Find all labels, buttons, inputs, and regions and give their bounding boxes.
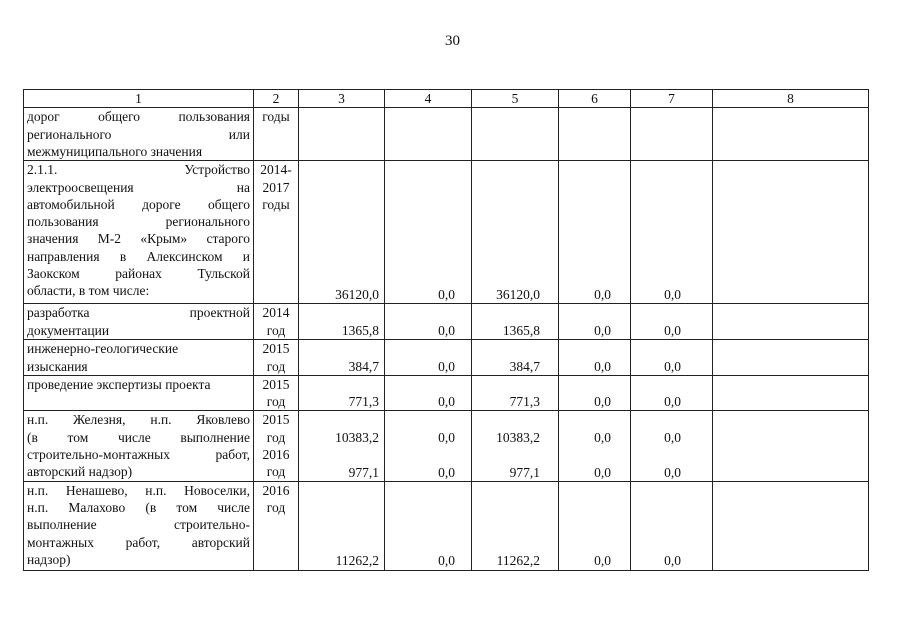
period-line: 2015	[262, 341, 290, 357]
description-line: авторский надзор)	[27, 464, 133, 480]
value-col-6	[559, 108, 631, 161]
value-col-7: 0,0	[631, 161, 713, 304]
value-col-3: 384,7	[299, 340, 385, 376]
description-line: проведение экспертизы проекта	[27, 376, 211, 392]
period-line: 2014-	[260, 162, 292, 178]
description-line: направления в Алексинском и	[27, 248, 250, 264]
value-col-3	[299, 108, 385, 161]
period-line: 2016	[262, 482, 290, 498]
description-line: выполнение строительно-	[27, 517, 250, 533]
table-row	[24, 108, 869, 161]
value-col-5	[472, 411, 559, 481]
value-col-5: 771,3	[472, 375, 559, 411]
value-col-8	[713, 304, 869, 340]
row-period	[254, 161, 299, 304]
description-line: пользования регионального	[27, 214, 250, 230]
value-col-8	[713, 108, 869, 161]
header-cell: 2	[254, 90, 299, 108]
value-col-5: 36120,0	[472, 161, 559, 304]
table-row	[24, 161, 869, 304]
description-line: (в том числе выполнение	[27, 429, 250, 445]
value: 0,0	[594, 429, 611, 445]
period-line: 2017	[262, 179, 290, 195]
description-line: межмуниципального значения	[27, 143, 203, 159]
value-col-8	[713, 375, 869, 411]
description-line: надзор)	[27, 551, 71, 567]
page-number: 30	[445, 33, 460, 49]
budget-table	[23, 89, 869, 571]
row-period	[254, 340, 299, 376]
description-line: электроосвещения на	[27, 179, 250, 195]
row-description	[24, 411, 254, 481]
description-line: дорог общего пользования	[27, 109, 250, 125]
description-line: н.п. Железня, н.п. Яковлево	[27, 412, 250, 428]
period-line: год	[266, 322, 286, 338]
period-line: год	[266, 358, 286, 374]
value: 10383,2	[496, 429, 540, 445]
table-row	[24, 340, 869, 376]
description-line: области, в том числе:	[27, 283, 150, 299]
header-cell: 1	[24, 90, 254, 108]
value-col-3: 771,3	[299, 375, 385, 411]
value-col-8	[713, 481, 869, 570]
row-period	[254, 481, 299, 570]
row-period	[254, 108, 299, 161]
header-cell: 4	[385, 90, 472, 108]
row-period	[254, 411, 299, 481]
value: 0,0	[438, 429, 455, 445]
description-line: разработка проектной	[27, 305, 250, 321]
description-line: строительно-монтажных работ,	[27, 447, 250, 463]
table-row	[24, 304, 869, 340]
value-col-6: 0,0	[559, 375, 631, 411]
value-col-6: 0,0	[559, 340, 631, 376]
row-period	[254, 304, 299, 340]
row-description	[24, 108, 254, 161]
description-line: автомобильной дороге общего	[27, 196, 250, 212]
period-line: год	[266, 464, 286, 480]
table-row	[24, 481, 869, 570]
row-description	[24, 375, 254, 411]
description-line: 2.1.1. Устройство	[27, 162, 250, 178]
description-line: изыскания	[27, 358, 88, 374]
row-description	[24, 161, 254, 304]
value: 0,0	[664, 464, 681, 480]
value-col-5: 384,7	[472, 340, 559, 376]
value-col-4: 0,0	[385, 375, 472, 411]
value-col-7: 0,0	[631, 340, 713, 376]
value: 0,0	[664, 429, 681, 445]
period-line: 2016	[262, 447, 290, 463]
value-col-7: 0,0	[631, 375, 713, 411]
description-line: документации	[27, 322, 110, 338]
value-col-8	[713, 161, 869, 304]
period-line: год	[266, 429, 286, 445]
period-line: 2015	[262, 412, 290, 428]
header-cell: 7	[631, 90, 713, 108]
table-row	[24, 411, 869, 481]
period-line: годы	[262, 109, 290, 125]
value: 0,0	[438, 464, 455, 480]
description-line: н.п. Малахово (в том числе	[27, 499, 250, 515]
value: 977,1	[348, 464, 379, 480]
value-col-4: 0,0	[385, 481, 472, 570]
value-col-5: 1365,8	[472, 304, 559, 340]
row-description	[24, 340, 254, 376]
header-row	[24, 90, 869, 108]
row-description	[24, 481, 254, 570]
period-line: год	[266, 499, 286, 515]
value-col-6: 0,0	[559, 161, 631, 304]
header-cell: 3	[299, 90, 385, 108]
value: 977,1	[509, 464, 540, 480]
period-line: год	[266, 394, 286, 410]
table-row	[24, 375, 869, 411]
value-col-6: 0,0	[559, 481, 631, 570]
value: 0,0	[594, 464, 611, 480]
row-period	[254, 375, 299, 411]
value-col-3: 1365,8	[299, 304, 385, 340]
header-cell: 6	[559, 90, 631, 108]
value-col-6: 0,0	[559, 304, 631, 340]
description-line: монтажных работ, авторский	[27, 534, 250, 550]
description-line: Заокском районах Тульской	[27, 266, 250, 282]
value-col-5	[472, 108, 559, 161]
period-line: 2015	[262, 376, 290, 392]
description-line: н.п. Ненашево, н.п. Новоселки,	[27, 482, 250, 498]
value-col-3	[299, 411, 385, 481]
value-col-4: 0,0	[385, 161, 472, 304]
period-line: 2014	[262, 305, 290, 321]
value-col-5: 11262,2	[472, 481, 559, 570]
value-col-7	[631, 411, 713, 481]
value-col-3: 36120,0	[299, 161, 385, 304]
value-col-8	[713, 340, 869, 376]
row-description	[24, 304, 254, 340]
value-col-4	[385, 108, 472, 161]
period-line: годы	[262, 196, 290, 212]
value-col-4: 0,0	[385, 340, 472, 376]
value-col-4	[385, 411, 472, 481]
value-col-6	[559, 411, 631, 481]
header-cell: 5	[472, 90, 559, 108]
value-col-8	[713, 411, 869, 481]
value-col-7: 0,0	[631, 481, 713, 570]
value-col-7	[631, 108, 713, 161]
description-line: регионального или	[27, 126, 250, 142]
header-cell: 8	[713, 90, 869, 108]
value-col-3: 11262,2	[299, 481, 385, 570]
value-col-4: 0,0	[385, 304, 472, 340]
value-col-7: 0,0	[631, 304, 713, 340]
value: 10383,2	[335, 429, 379, 445]
description-line: инженерно-геологические	[27, 341, 179, 357]
description-line: значения М-2 «Крым» старого	[27, 231, 250, 247]
